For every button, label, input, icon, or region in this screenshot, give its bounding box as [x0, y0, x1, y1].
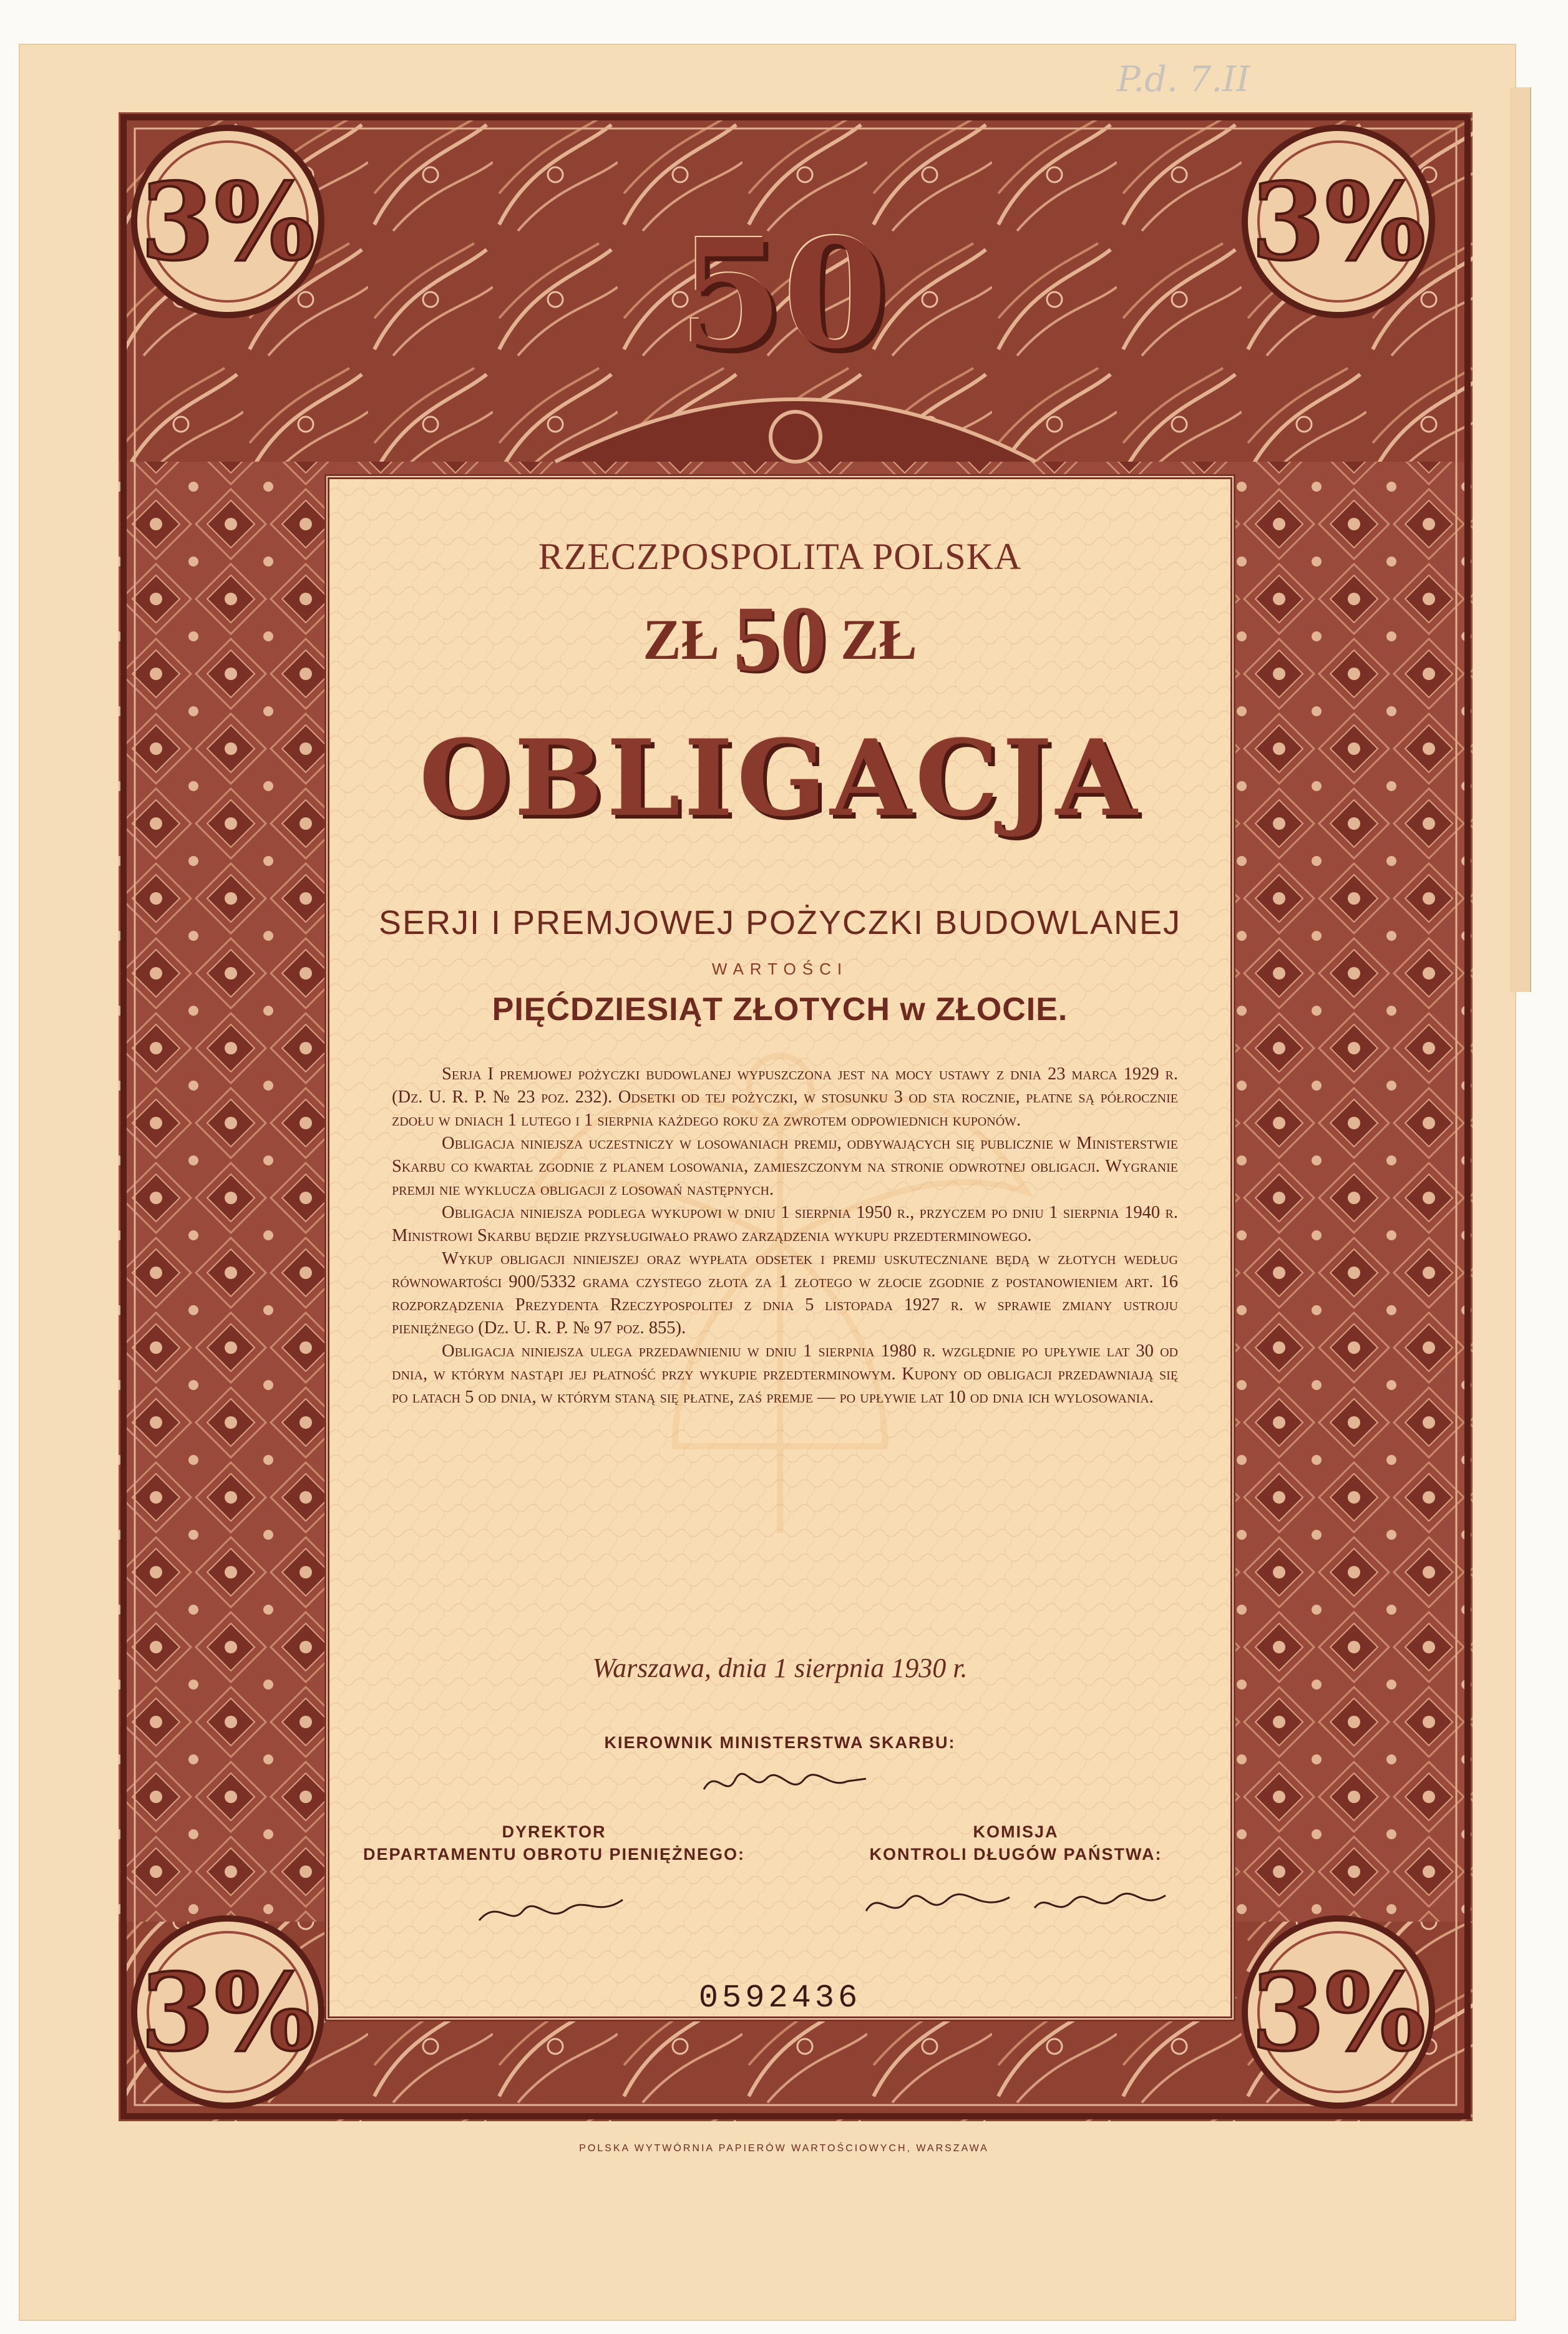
legal-paragraph-2: Obligacja niniejsza uczestniczy w losowaniach premij, odbywających się publicznie w Ministerstwie Skarbu co kwartał zgodnie z planem losowania, zamieszczonym na stronie odwrotnej obligacji. Wygranie premji nie wyklucza obligacji z losowań następnych. — [392, 1134, 1178, 1199]
value-text: PIĘĆDZIESIĄT ZŁOTYCH w ZŁOCIE. — [492, 991, 1068, 1028]
commission-signature-1 — [860, 1880, 1022, 1930]
text-panel — [324, 474, 1235, 2021]
face-unit-right: ZŁ — [840, 608, 917, 671]
commission-department: KONTROLI DŁUGÓW PAŃSTWA: — [869, 1845, 1162, 1864]
legal-paragraph-1: Serja I premjowej pożyczki budowlanej wypuszczona jest na mocy ustawy z dnia 23 marca 1929 r. (Dz. U. R. P. № 23 poz. 232). Odsetki od tej pożyczki, w stosunku 3 od sta rocznie, płatne są półrocznie zdołu w dniach 1 lutego i 1 sierpnia każdego roku za zwrotem odpowiednich kuponów. — [392, 1064, 1178, 1130]
pencil-note: P.d. 7.II — [1117, 59, 1250, 100]
top-denomination: 50 — [679, 206, 887, 382]
director-block — [361, 1821, 747, 1865]
commission-signature-2 — [1028, 1880, 1178, 1930]
corner-rate-text: 3% — [140, 160, 315, 284]
corner-rate-bottom-left — [125, 1909, 331, 2115]
director-department: DEPARTAMENTU OBROTU PIENIĘŻNEGO: — [363, 1845, 745, 1864]
legal-paragraph-3: Obligacja niniejsza podlega wykupowi w dniu 1 sierpnia 1950 r., przyczem po dniu 1 sierpnia 1940 r. Ministrowi Skarbu będzie przysługiwało prawo zarządzenia wykupu przedterminowego. — [392, 1203, 1178, 1245]
printer-imprint: POLSKA WYTWÓRNIA PAPIERÓW WARTOŚCIOWYCH, WARSZAWA — [579, 2143, 989, 2154]
corner-rate-text: 3% — [140, 1950, 315, 2075]
director-title: DYREKTOR — [502, 1822, 606, 1841]
country-title: RZECZPOSPOLITA POLSKA — [538, 536, 1022, 577]
corner-rate-top-right — [1235, 119, 1441, 324]
face-value — [329, 585, 1230, 693]
director-signature — [473, 1886, 635, 1936]
place-date: Warszawa, dnia 1 sierpnia 1930 r. — [592, 1653, 968, 1683]
minister-signature — [698, 1761, 872, 1805]
corner-rate-bottom-right — [1235, 1909, 1441, 2115]
bond-headline: OBLIGACJA — [419, 716, 1141, 840]
serial-number: 0592436 — [698, 1980, 862, 2016]
legal-paragraph-5: Obligacja niniejsza ulega przedawnieniu w dniu 1 sierpnia 1980 r. względnie po upływie lat 30 od dnia, w którym nastąpi jej płatność przy wykupie przedterminowym. Kupony od obligacji przedawniają się po latach 5 od dnia, w którym staną się płatne, zaś premje — po upływie lat 10 od dnia ich wylosowania. — [392, 1341, 1178, 1407]
corner-rate-text: 3% — [1251, 160, 1426, 284]
commission-block — [822, 1821, 1209, 1865]
legal-terms — [392, 1062, 1178, 1409]
legal-paragraph-4: Wykup obligacji niniejszej oraz wypłata odsetek i premij uskuteczniane będą w złotych według równowartości 900/5332 grama czystego złota za 1 złotego w złocie zgodnie z postanowieniem art. 16 rozporządzenia Prezydenta Rzeczypospolitej z dnia 5 listopada 1927 r. w sprawie zmiany ustroju pieniężnego (Dz. U. R. P. № 97 poz. 855). — [392, 1249, 1178, 1338]
face-unit-left: ZŁ — [643, 608, 719, 671]
minister-title: KIEROWNIK MINISTERSTWA SKARBU: — [604, 1733, 956, 1752]
corner-rate-top-left — [125, 119, 331, 324]
paper-fold — [1510, 87, 1531, 992]
corner-rate-text: 3% — [1251, 1950, 1426, 2075]
face-amount: 50 — [733, 587, 827, 691]
value-label: WARTOŚCI — [711, 960, 849, 978]
commission-title: KOMISJA — [973, 1822, 1059, 1841]
series-title: SERJI I PREMJOWEJ POŻYCZKI BUDOWLANEJ — [378, 904, 1182, 941]
